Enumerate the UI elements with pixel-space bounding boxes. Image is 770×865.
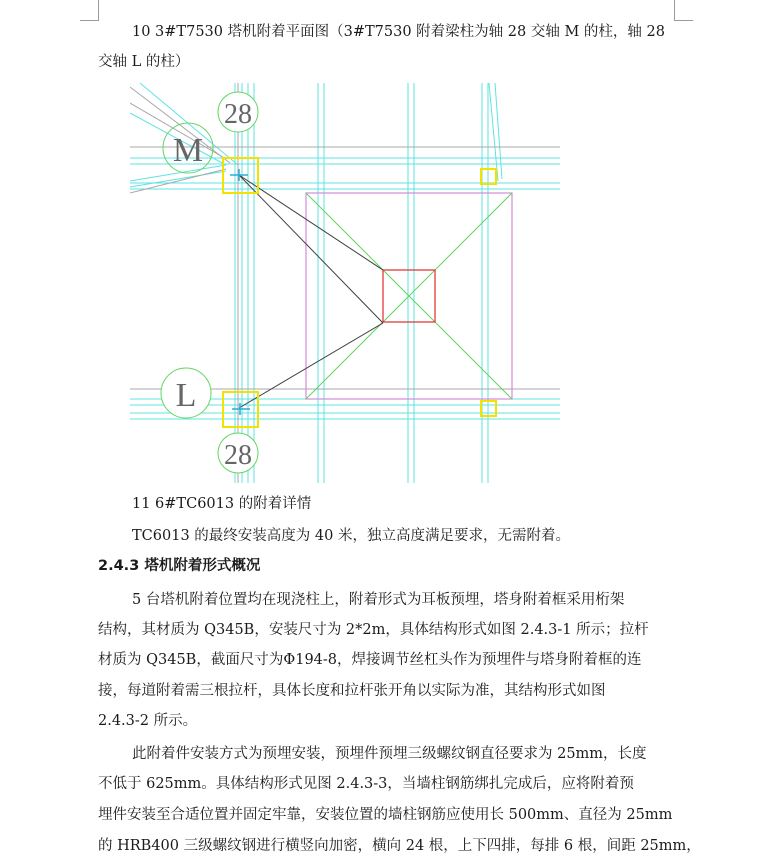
- paragraph-1-line-5: 2.4.3-2 所示。: [98, 713, 198, 729]
- foundation-diagonals: [306, 193, 512, 399]
- axis-label-28-bottom: 28: [224, 440, 252, 471]
- paragraph-2-line-1: 此附着件安装方式为预埋安装，预埋件预埋三级螺纹钢直径要求为 25mm，长度: [132, 746, 647, 762]
- crop-mark-top-left: [80, 0, 99, 21]
- crop-mark-top-right: [674, 0, 693, 21]
- paragraph-1-line-1: 5 台塔机附着位置均在现浇柱上，附着形式为耳板预埋，塔身附着框采用桁架: [132, 592, 625, 608]
- figure-11-caption: 11 6#TC6013 的附着详情: [132, 496, 312, 512]
- figure-10-caption-line-2: 交轴 L 的柱）: [98, 54, 190, 70]
- paragraph-1-line-3: 材质为 Q345B，截面尺寸为Φ194-8，焊接调节丝杠头作为预埋件与塔身附着框的连: [98, 652, 642, 668]
- tie-rods: [239, 175, 383, 408]
- paragraph-1-line-2: 结构，其材质为 Q345B，安装尺寸为 2*2m，具体结构形式如图 2.4.3-1 所示；拉杆: [98, 622, 649, 638]
- anchor-marks: [230, 169, 250, 415]
- axis-label-28-top: 28: [224, 99, 252, 130]
- tower-crane-attachment-plan-drawing: [130, 83, 560, 483]
- axis-label-l: L: [175, 377, 197, 414]
- section-heading-2-4-3: 2.4.3 塔机附着形式概况: [98, 558, 261, 574]
- paragraph-1-line-4: 接，每道附着需三根拉杆，具体长度和拉杆张开角以实际为准，其结构形式如图: [98, 683, 606, 699]
- paragraph-2-line-2: 不低于 625mm。具体结构形式见图 2.4.3-3，当墙柱钢筋绑扎完成后，应将附着预: [98, 776, 634, 792]
- axis-label-m: M: [172, 132, 204, 169]
- paragraph-2-line-3: 埋件安装至合适位置并固定牢靠，安装位置的墙柱钢筋应使用长 500mm、直径为 25mm: [98, 807, 673, 823]
- figure-10-caption-line-1: 10 3#T7530 塔机附着平面图（3#T7530 附着梁柱为轴 28 交轴 M 的柱，轴 28: [132, 24, 665, 40]
- paragraph-2-line-4: 的 HRB400 三级螺纹钢进行横竖向加密，横向 24 根，上下四排，每排 6 根，间距 25mm，: [98, 838, 701, 854]
- column-boxes: [223, 158, 496, 427]
- tc6013-note: TC6013 的最终安装高度为 40 米，独立高度满足要求，无需附着。: [132, 528, 570, 544]
